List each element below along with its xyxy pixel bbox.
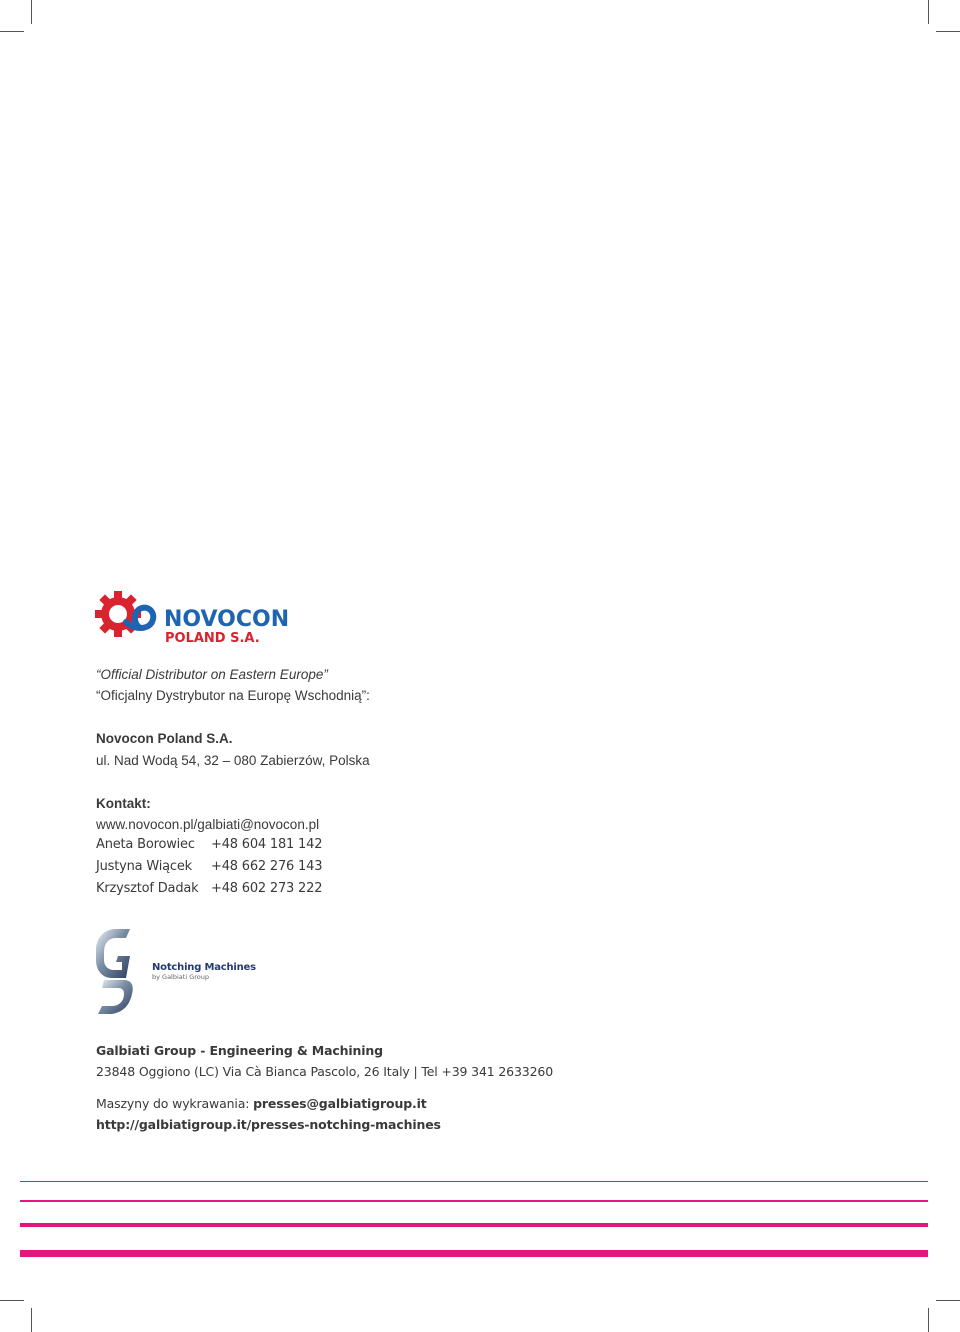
galbiati-email[interactable]: presses@galbiatigroup.it	[253, 1096, 427, 1111]
crop-mark	[31, 1308, 32, 1332]
company-name: Novocon Poland S.A.	[96, 731, 233, 746]
pink-stripe	[20, 1181, 928, 1182]
contact-phone[interactable]: +48 602 273 222	[211, 881, 323, 896]
crop-mark	[928, 0, 929, 24]
crop-mark	[928, 1308, 929, 1332]
novocon-logo	[94, 588, 309, 646]
contact-phone[interactable]: +48 662 276 143	[211, 859, 323, 874]
crop-mark	[936, 31, 960, 32]
gs-emblem-icon	[96, 929, 133, 1014]
galbiati-url[interactable]: http://galbiatigroup.it/presses-notching-machines	[96, 1117, 441, 1132]
galbiati-address: 23848 Oggiono (LC) Via Cà Bianca Pascolo, 26 Italy | Tel +39 341 2633260	[96, 1064, 554, 1079]
crop-mark	[0, 1300, 24, 1301]
novocon-subbrand: POLAND S.A.	[165, 631, 260, 646]
contact-phone[interactable]: +48 604 181 142	[211, 837, 323, 852]
pink-stripe	[20, 1250, 928, 1257]
company-address: ul. Nad Wodą 54, 32 – 080 Zabierzów, Polska	[96, 753, 370, 768]
distributor-polish: “Oficjalny Dystrybutor na Europę Wschodnią”:	[96, 688, 370, 703]
galbiati-name: Galbiati Group - Engineering & Machining	[96, 1043, 383, 1058]
novocon-brand: NOVOCON	[164, 607, 290, 632]
galbiati-logo-title: Notching Machines	[152, 962, 256, 973]
contact-web[interactable]: www.novocon.pl/galbiati@novocon.pl	[96, 817, 320, 832]
galbiati-email-line	[96, 1096, 427, 1112]
galbiati-logo-subtitle: by Galbiati Group	[152, 973, 209, 981]
contact-heading: Kontakt:	[96, 796, 151, 811]
galbiati-email-label: Maszyny do wykrawania:	[96, 1096, 250, 1111]
pink-stripe	[20, 1200, 928, 1202]
contact-name: Justyna Wiącek	[96, 859, 192, 874]
pink-stripe	[20, 1223, 928, 1227]
crop-mark	[936, 1300, 960, 1301]
contact-name: Krzysztof Dadak	[96, 881, 199, 896]
crop-mark	[0, 31, 24, 32]
crop-mark	[31, 0, 32, 24]
contact-name: Aneta Borowiec	[96, 837, 195, 852]
distributor-english: “Official Distributor on Eastern Europe”	[96, 667, 328, 682]
